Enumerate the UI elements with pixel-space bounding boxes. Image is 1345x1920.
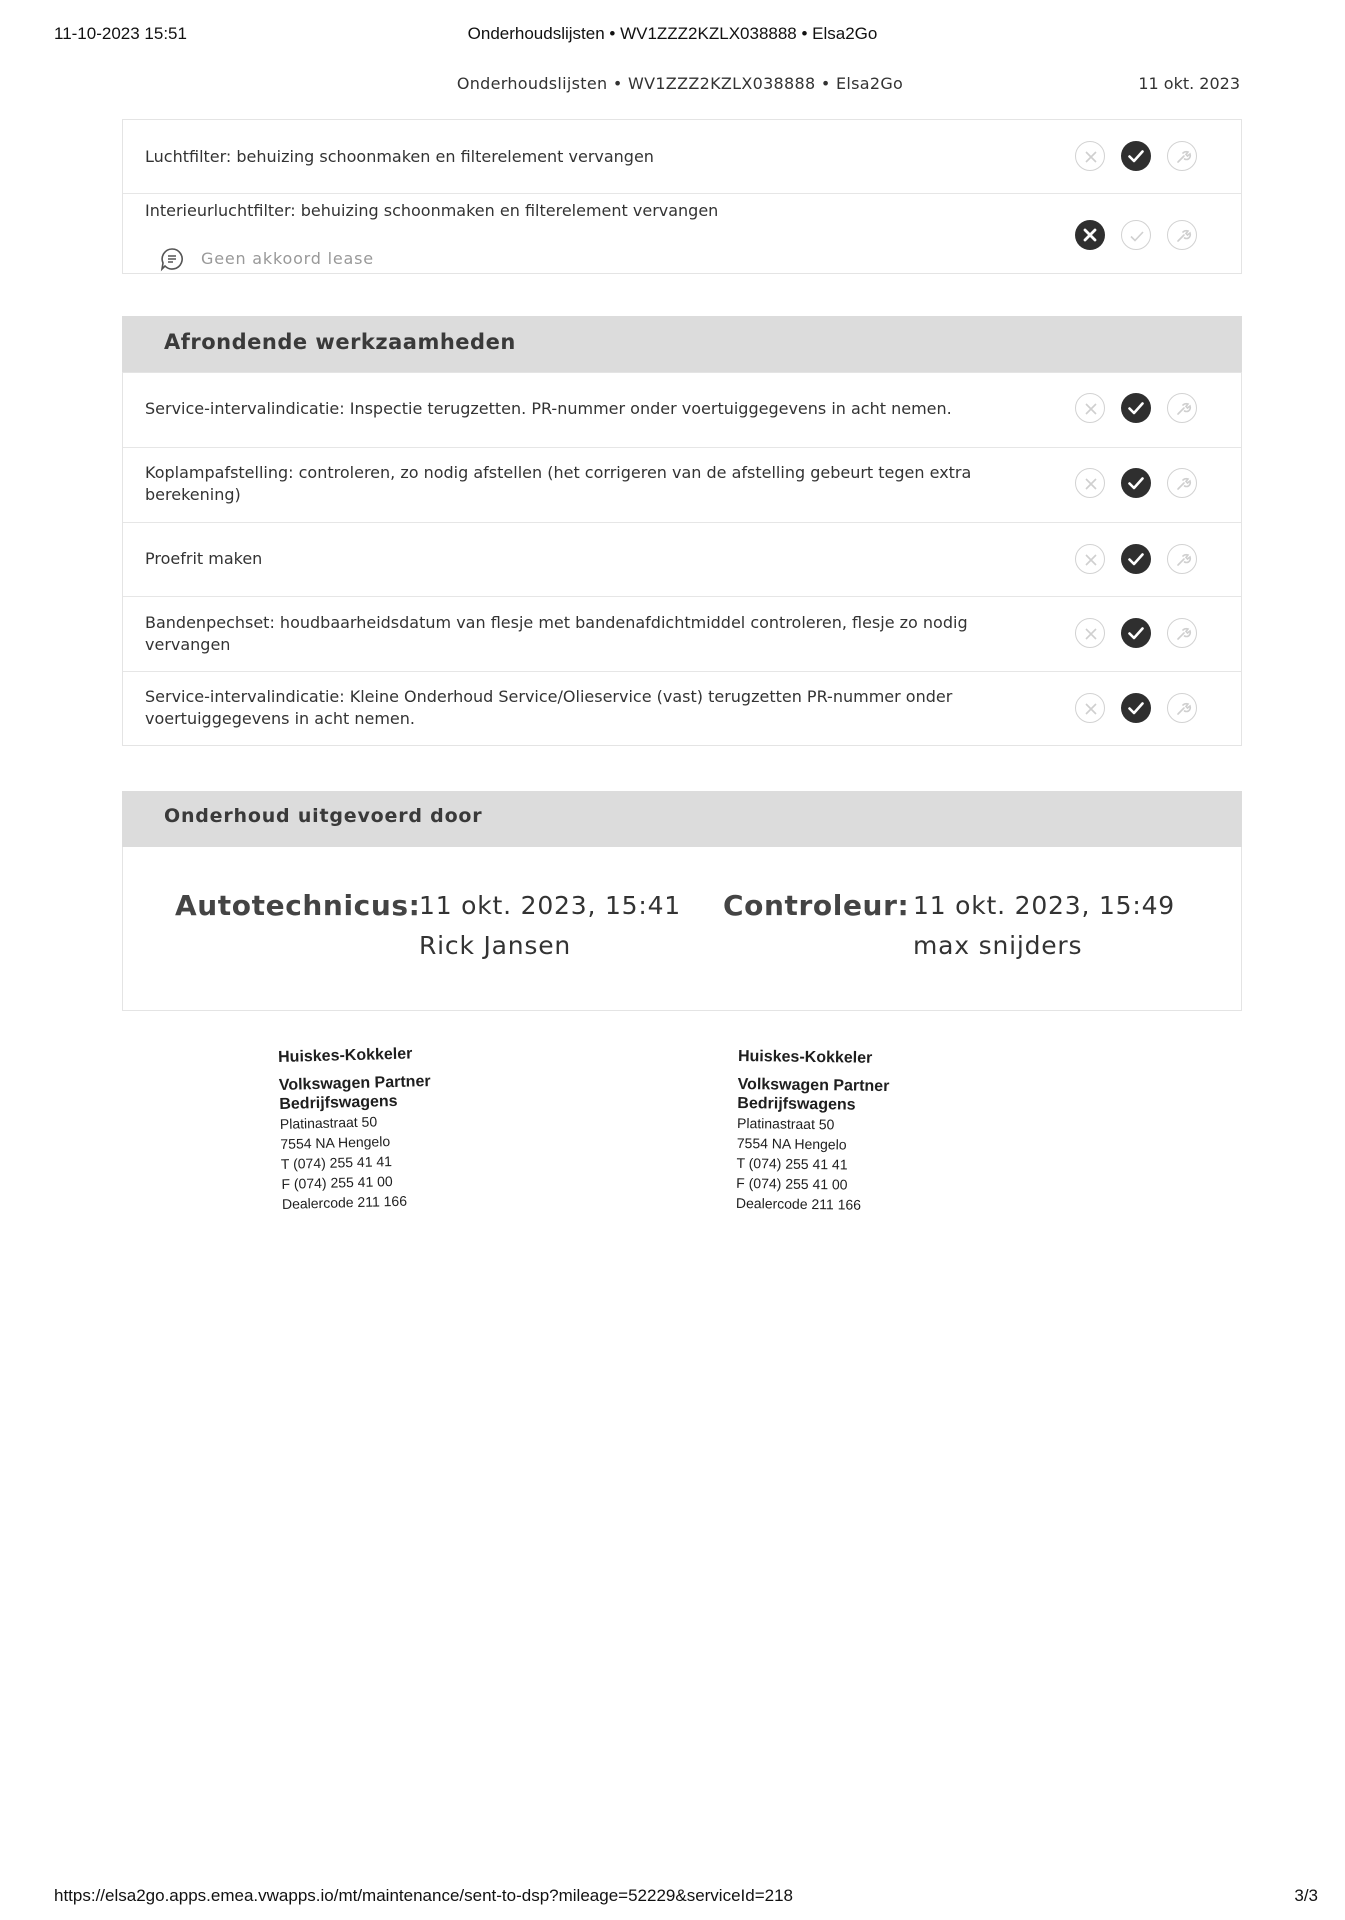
wrench-icon[interactable] [1167, 693, 1197, 723]
checklist-item-text: Interieurluchtfilter: behuizing schoonmaken en filterelement vervangen [145, 201, 719, 220]
checklist-row [123, 194, 1241, 274]
check-circle-icon[interactable] [1121, 544, 1151, 574]
dealer-partner-line: Volkswagen Partner [737, 1075, 890, 1096]
x-circle-icon[interactable] [1075, 393, 1105, 423]
dealer-partner-line: Volkswagen Partner [278, 1073, 431, 1094]
dealer-partner-line: Bedrijfswagens [737, 1094, 856, 1114]
section-header-finishing [122, 316, 1242, 372]
checklist-card-top [122, 119, 1242, 274]
checklist-item-text: Service-intervalindicatie: Inspectie terugzetten. PR-nummer onder voertuiggegevens in acht nemen. [145, 399, 952, 418]
print-footer-url: https://elsa2go.apps.emea.vwapps.io/mt/maintenance/sent-to-dsp?mileage=52229&serviceId=218 [54, 1886, 794, 1905]
status-icons [1075, 220, 1205, 252]
checklist-row [123, 120, 1241, 194]
signature-card [122, 847, 1242, 1011]
dealer-phone: T (074) 255 41 41 [736, 1154, 848, 1173]
dealer-name: Huiskes-Kokkeler [737, 1047, 873, 1067]
dealer-phone: T (074) 255 41 41 [280, 1153, 393, 1172]
dealer-code: Dealercode 211 166 [281, 1192, 408, 1212]
section-title: Afrondende werkzaamheden [164, 330, 516, 354]
dealer-street: Platinastraat 50 [736, 1114, 835, 1133]
controller-name: max snijders [913, 931, 1083, 960]
status-icons [1075, 468, 1205, 500]
check-circle-icon[interactable] [1121, 220, 1151, 250]
status-icons [1075, 393, 1205, 425]
checklist-card-finishing [122, 372, 1242, 746]
check-circle-icon[interactable] [1121, 618, 1151, 648]
dealer-stamp-left [278, 1042, 434, 1214]
dealer-city: 7554 NA Hengelo [280, 1133, 391, 1152]
technician-name: Rick Jansen [419, 931, 572, 960]
controller-datetime: 11 okt. 2023, 15:49 [913, 891, 1175, 920]
dealer-street: Platinastraat 50 [279, 1113, 378, 1132]
controller-label: Controleur: [723, 889, 910, 922]
checklist-row [123, 672, 1241, 747]
wrench-icon[interactable] [1167, 220, 1197, 250]
page-title: Onderhoudslijsten • WV1ZZZ2KZLX038888 • Elsa2Go [456, 74, 904, 93]
checklist-item-text: Proefrit maken [145, 549, 263, 568]
checklist-item-text: Luchtfilter: behuizing schoonmaken en filterelement vervangen [145, 147, 654, 166]
wrench-icon[interactable] [1167, 468, 1197, 498]
technician-label: Autotechnicus: [175, 889, 421, 922]
checklist-item-text: Koplampafstelling: controleren, zo nodig afstellen (het corrigeren van de afstelling gebeurt tegen extra berekening) [145, 463, 972, 504]
dealer-stamp-right [736, 1045, 890, 1215]
wrench-icon[interactable] [1167, 618, 1197, 648]
check-circle-icon[interactable] [1121, 141, 1151, 171]
page-header [120, 74, 1240, 98]
x-circle-icon[interactable] [1075, 693, 1105, 723]
dealer-fax: F (074) 255 41 00 [281, 1173, 393, 1192]
x-circle-icon[interactable] [1075, 544, 1105, 574]
print-page-number: 3/3 [1294, 1886, 1318, 1905]
comment-bubble-icon [159, 246, 185, 272]
dealer-fax: F (074) 255 41 00 [736, 1174, 848, 1193]
x-circle-icon[interactable] [1075, 141, 1105, 171]
wrench-icon[interactable] [1167, 393, 1197, 423]
dealer-city: 7554 NA Hengelo [736, 1134, 847, 1153]
check-circle-icon[interactable] [1121, 468, 1151, 498]
checklist-item-text: Service-intervalindicatie: Kleine Onderhoud Service/Olieservice (vast) terugzetten PR-nummer onder voertuiggegevens in acht nemen. [145, 687, 953, 728]
x-circle-icon[interactable] [1075, 468, 1105, 498]
technician-datetime: 11 okt. 2023, 15:41 [419, 891, 681, 920]
dealer-name: Huiskes-Kokkeler [277, 1045, 413, 1067]
status-icons [1075, 544, 1205, 576]
checklist-row [123, 597, 1241, 672]
check-circle-icon[interactable] [1121, 693, 1151, 723]
wrench-icon[interactable] [1167, 544, 1197, 574]
checklist-row [123, 523, 1241, 597]
print-title: Onderhoudslijsten • WV1ZZZ2KZLX038888 • Elsa2Go [467, 24, 878, 43]
status-icons [1075, 693, 1205, 725]
print-datetime: 11-10-2023 15:51 [54, 24, 187, 43]
check-circle-icon[interactable] [1121, 393, 1151, 423]
x-circle-icon[interactable] [1075, 220, 1105, 250]
checklist-row [123, 448, 1241, 523]
x-circle-icon[interactable] [1075, 618, 1105, 648]
wrench-icon[interactable] [1167, 141, 1197, 171]
section-header-performed [122, 791, 1242, 847]
status-icons [1075, 141, 1205, 173]
comment-text: Geen akkoord lease [201, 249, 374, 268]
checklist-item-text: Bandenpechset: houdbaarheidsdatum van flesje met bandenafdichtmiddel controleren, flesje zo nodig vervangen [145, 613, 968, 654]
status-icons [1075, 618, 1205, 650]
checklist-row [123, 373, 1241, 448]
section-title: Onderhoud uitgevoerd door [164, 805, 483, 827]
page-date: 11 okt. 2023 [1138, 74, 1240, 93]
dealer-code: Dealercode 211 166 [735, 1194, 862, 1213]
dealer-partner-line: Bedrijfswagens [279, 1092, 398, 1113]
